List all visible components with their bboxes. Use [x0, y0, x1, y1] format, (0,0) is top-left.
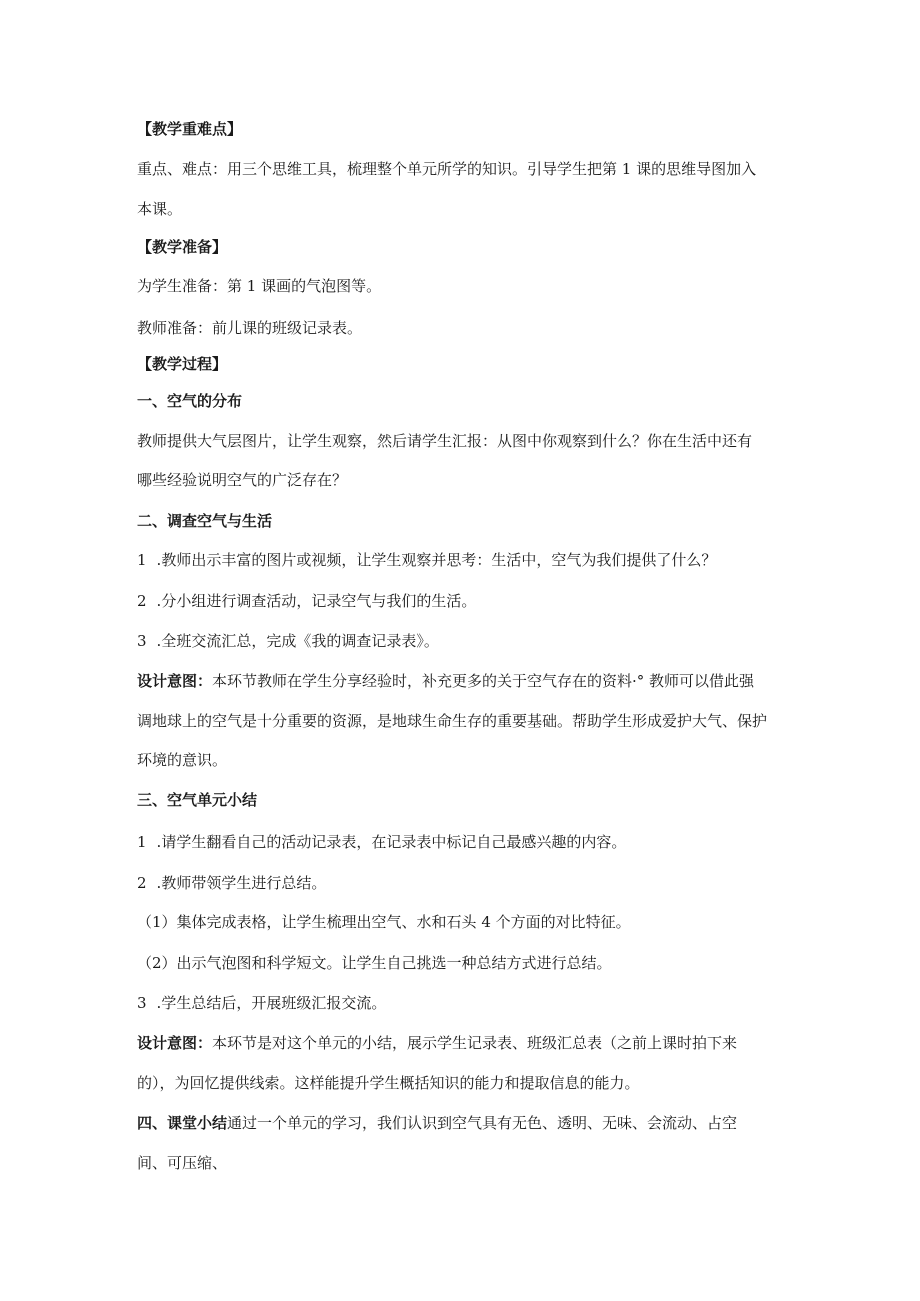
section-4-line-1 [137, 1113, 787, 1133]
prep-students-text: 为学生准备：第 1 课画的气泡图等。 [137, 277, 382, 295]
key-points-paragraph-line-1: 重点、难点：用三个思维工具，梳理整个单元所学的知识。引导学生把第 1 课的思维导图加入 [137, 160, 757, 178]
design-intent-1-line-1 [137, 671, 787, 691]
heading-preparation: 【教学准备】 [137, 238, 228, 256]
item-text: .教师带领学生进行总结。 [156, 874, 327, 892]
section-2-item-1 [137, 550, 787, 570]
item-text: .分小组进行调查活动，记录空气与我们的生活。 [156, 592, 477, 610]
section-4-title: 四、课堂小结 [137, 1114, 228, 1132]
heading-process: 【教学过程】 [137, 355, 228, 373]
design-intent-2-line-1 [137, 1033, 787, 1053]
item-number: 2 [137, 874, 147, 892]
item-number: 1 [137, 833, 147, 851]
design-intent-2-line-2: 的），为回忆提供线索。这样能提升学生概括知识的能力和提取信息的能力。 [137, 1074, 640, 1092]
section-3-item-1 [137, 832, 787, 852]
design-intent-text: 本环节是对这个单元的小结，展示学生记录表、班级汇总表（之前上课时拍下来 [212, 1034, 738, 1052]
design-intent-1-line-3: 环境的意识。 [137, 751, 228, 769]
section-3-subitem-1: （1）集体完成表格，让学生梳理出空气、水和石头 4 个方面的对比特征。 [137, 913, 631, 931]
item-number: 1 [137, 551, 147, 569]
section-3-item-3 [137, 993, 787, 1013]
item-text: .全班交流汇总，完成《我的调查记录表》。 [156, 632, 439, 650]
item-text: .学生总结后，开展班级汇报交流。 [156, 994, 387, 1012]
section-4-text: 通过一个单元的学习，我们认识到空气具有无色、透明、无味、会流动、占空 [227, 1114, 738, 1132]
section-3-title: 三、空气单元小结 [137, 791, 258, 809]
heading-key-points: 【教学重难点】 [137, 120, 243, 138]
section-2-item-2 [137, 591, 787, 611]
design-intent-label: 设计意图： [137, 1034, 213, 1052]
section-1-title: 一、空气的分布 [137, 392, 243, 410]
section-2-item-3 [137, 631, 787, 651]
prep-teacher-text: 教师准备：前儿课的班级记录表。 [137, 319, 363, 337]
item-text: .教师出示丰富的图片或视频，让学生观察并思考：生活中，空气为我们提供了什么？ [156, 551, 717, 569]
item-number: 2 [137, 592, 147, 610]
section-3-item-2 [137, 873, 787, 893]
key-points-paragraph-line-2: 本课。 [137, 200, 183, 218]
item-number: 3 [137, 994, 147, 1012]
section-1-paragraph-line-1: 教师提供大气层图片，让学生观察，然后请学生汇报：从图中你观察到什么？你在生活中还有 [137, 432, 753, 450]
design-intent-text: 本环节教师在学生分享经验时，补充更多的关于空气存在的资料·° 教师可以借此强 [212, 672, 755, 690]
section-4-line-2: 间、可压缩、 [137, 1154, 228, 1172]
design-intent-label: 设计意图： [137, 672, 213, 690]
section-1-paragraph-line-2: 哪些经验说明空气的广泛存在？ [137, 471, 348, 489]
design-intent-1-line-2: 调地球上的空气是十分重要的资源，是地球生命生存的重要基础。帮助学生形成爱护大气、保护 [137, 712, 768, 730]
section-3-subitem-2: （2）出示气泡图和科学短文。让学生自己挑选一种总结方式进行总结。 [137, 954, 612, 972]
section-2-title: 二、调查空气与生活 [137, 512, 273, 530]
item-number: 3 [137, 632, 147, 650]
item-text: .请学生翻看自己的活动记录表，在记录表中标记自己最感兴趣的内容。 [156, 833, 627, 851]
